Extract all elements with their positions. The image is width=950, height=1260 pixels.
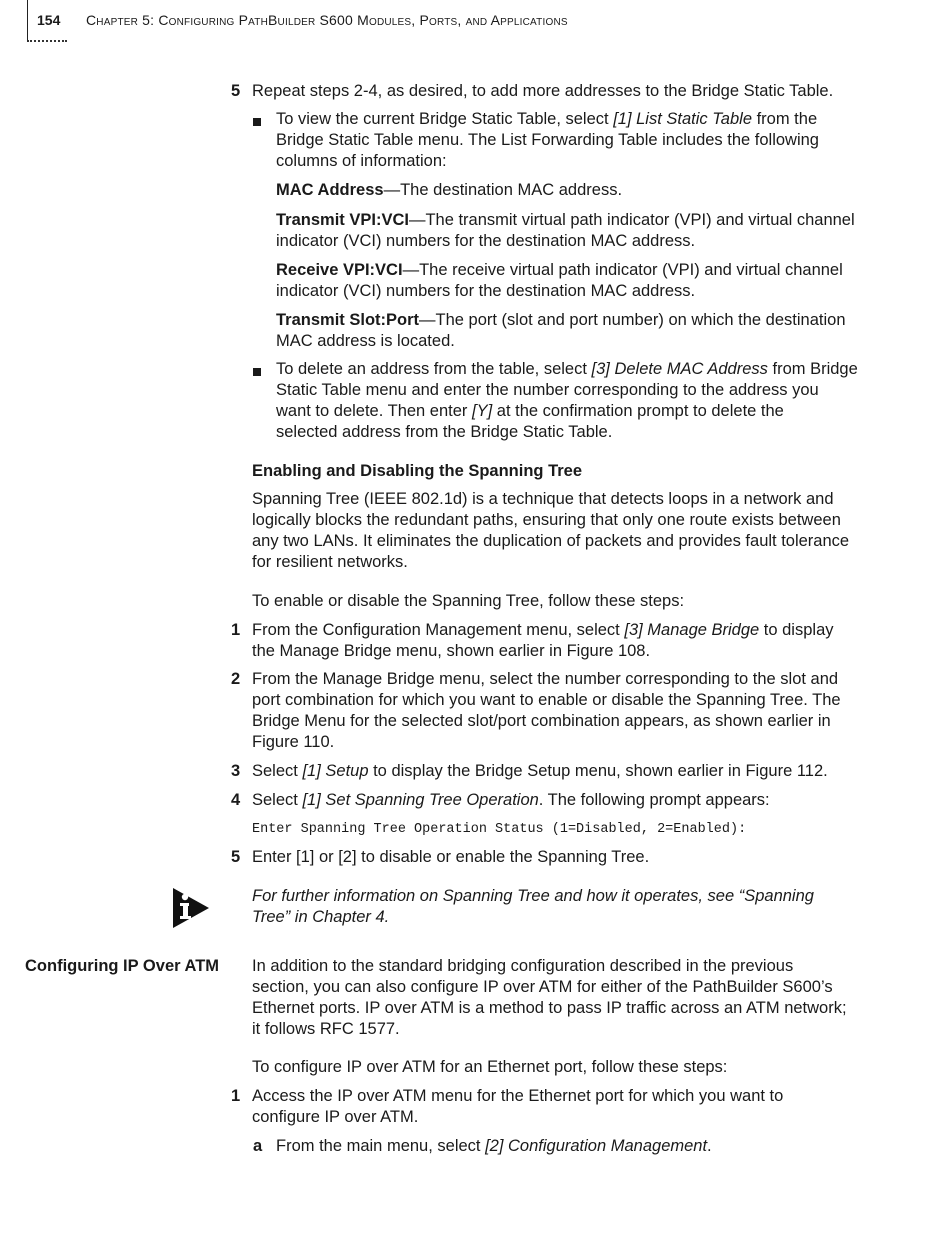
step-number: 4 bbox=[231, 791, 241, 809]
step-number: 1 bbox=[231, 1087, 241, 1105]
procedure-intro: To configure IP over ATM for an Ethernet port, follow these steps: bbox=[252, 1058, 728, 1076]
paragraph-line: Ethernet ports. IP over ATM is a method to pass IP traffic across an ATM network; bbox=[252, 999, 847, 1017]
step-text: configure IP over ATM. bbox=[252, 1108, 419, 1126]
bullet-line: Bridge Static Table menu. The List Forwarding Table includes the following bbox=[276, 131, 819, 149]
step-number: 5 bbox=[231, 848, 241, 866]
step-number: 3 bbox=[231, 762, 241, 780]
bullet-line: columns of information: bbox=[276, 152, 447, 170]
console-prompt: Enter Spanning Tree Operation Status (1=Disabled, 2=Enabled): bbox=[252, 822, 747, 837]
step-text: Repeat steps 2-4, as desired, to add more addresses to the Bridge Static Table. bbox=[252, 82, 834, 100]
section-heading: Enabling and Disabling the Spanning Tree bbox=[252, 462, 583, 480]
step-text: Select [1] Setup to display the Bridge Setup menu, shown earlier in Figure 112. bbox=[252, 762, 828, 780]
step-number: 1 bbox=[231, 621, 241, 639]
bullet-line: To delete an address from the table, select [3] Delete MAC Address from Bridge bbox=[276, 360, 858, 378]
definition-mac-address: MAC Address—The destination MAC address. bbox=[276, 181, 623, 199]
paragraph-line: it follows RFC 1577. bbox=[252, 1020, 400, 1038]
bullet-line: selected address from the Bridge Static Table. bbox=[276, 423, 613, 441]
definition-line: MAC address is located. bbox=[276, 332, 455, 350]
note-text: For further information on Spanning Tree and how it operates, see “Spanning bbox=[252, 887, 814, 905]
paragraph-line: for resilient networks. bbox=[252, 553, 408, 571]
substep-text: From the main menu, select [2] Configuration Management. bbox=[276, 1137, 712, 1155]
step-text: Enter [1] or [2] to disable or enable the Spanning Tree. bbox=[252, 848, 650, 866]
procedure-intro: To enable or disable the Spanning Tree, follow these steps: bbox=[252, 592, 685, 610]
step-text: From the Manage Bridge menu, select the number corresponding to the slot and bbox=[252, 670, 839, 688]
side-heading: Configuring IP Over ATM bbox=[25, 957, 220, 975]
definition-transmit-vpi-vci: Transmit VPI:VCI—The transmit virtual path indicator (VPI) and virtual channel bbox=[276, 211, 855, 229]
paragraph-line: In addition to the standard bridging configuration described in the previous bbox=[252, 957, 794, 975]
step-text: Access the IP over ATM menu for the Ethernet port for which you want to bbox=[252, 1087, 784, 1105]
page-number: 154 bbox=[37, 12, 61, 28]
step-text: Figure 110. bbox=[252, 733, 335, 751]
step-text: the Manage Bridge menu, shown earlier in Figure 108. bbox=[252, 642, 651, 660]
definition-transmit-slot-port: Transmit Slot:Port—The port (slot and port number) on which the destination bbox=[276, 311, 846, 329]
step-text: Bridge Menu for the selected slot/port combination appears, as shown earlier in bbox=[252, 712, 831, 730]
definition-receive-vpi-vci: Receive VPI:VCI—The receive virtual path indicator (VPI) and virtual channel bbox=[276, 261, 843, 279]
bullet-line: Static Table menu and enter the number corresponding to the address you bbox=[276, 381, 819, 399]
definition-line: indicator (VCI) numbers for the destination MAC address. bbox=[276, 232, 696, 250]
step-number: 2 bbox=[231, 670, 241, 688]
step-text: port combination for which you want to enable or disable the Spanning Tree. The bbox=[252, 691, 841, 709]
bullet-marker bbox=[253, 368, 261, 376]
bullet-marker bbox=[253, 118, 261, 126]
step-text: Select [1] Set Spanning Tree Operation. The following prompt appears: bbox=[252, 791, 770, 809]
paragraph-line: any two LANs. It eliminates the duplication of packets and provides fault tolerance bbox=[252, 532, 850, 550]
chapter-title: Chapter 5: Configuring PathBuilder S600 Modules, Ports, and Applications bbox=[86, 12, 568, 28]
info-icon bbox=[173, 886, 211, 936]
step-text: From the Configuration Management menu, select [3] Manage Bridge to display bbox=[252, 621, 834, 639]
step-number: 5 bbox=[231, 82, 241, 100]
paragraph-line: Spanning Tree (IEEE 802.1d) is a technique that detects loops in a network and bbox=[252, 490, 834, 508]
bullet-line: want to delete. Then enter [Y] at the confirmation prompt to delete the bbox=[276, 402, 784, 420]
note-text: Tree” in Chapter 4. bbox=[252, 908, 390, 926]
bullet-line: To view the current Bridge Static Table, select [1] List Static Table from the bbox=[276, 110, 818, 128]
paragraph-line: section, you can also configure IP over ATM for either of the PathBuilder S600’s bbox=[252, 978, 833, 996]
definition-line: indicator (VCI) numbers for the destination MAC address. bbox=[276, 282, 696, 300]
paragraph-line: logically blocks the redundant paths, ensuring that only one route exists between bbox=[252, 511, 841, 529]
substep-letter: a bbox=[253, 1137, 263, 1155]
